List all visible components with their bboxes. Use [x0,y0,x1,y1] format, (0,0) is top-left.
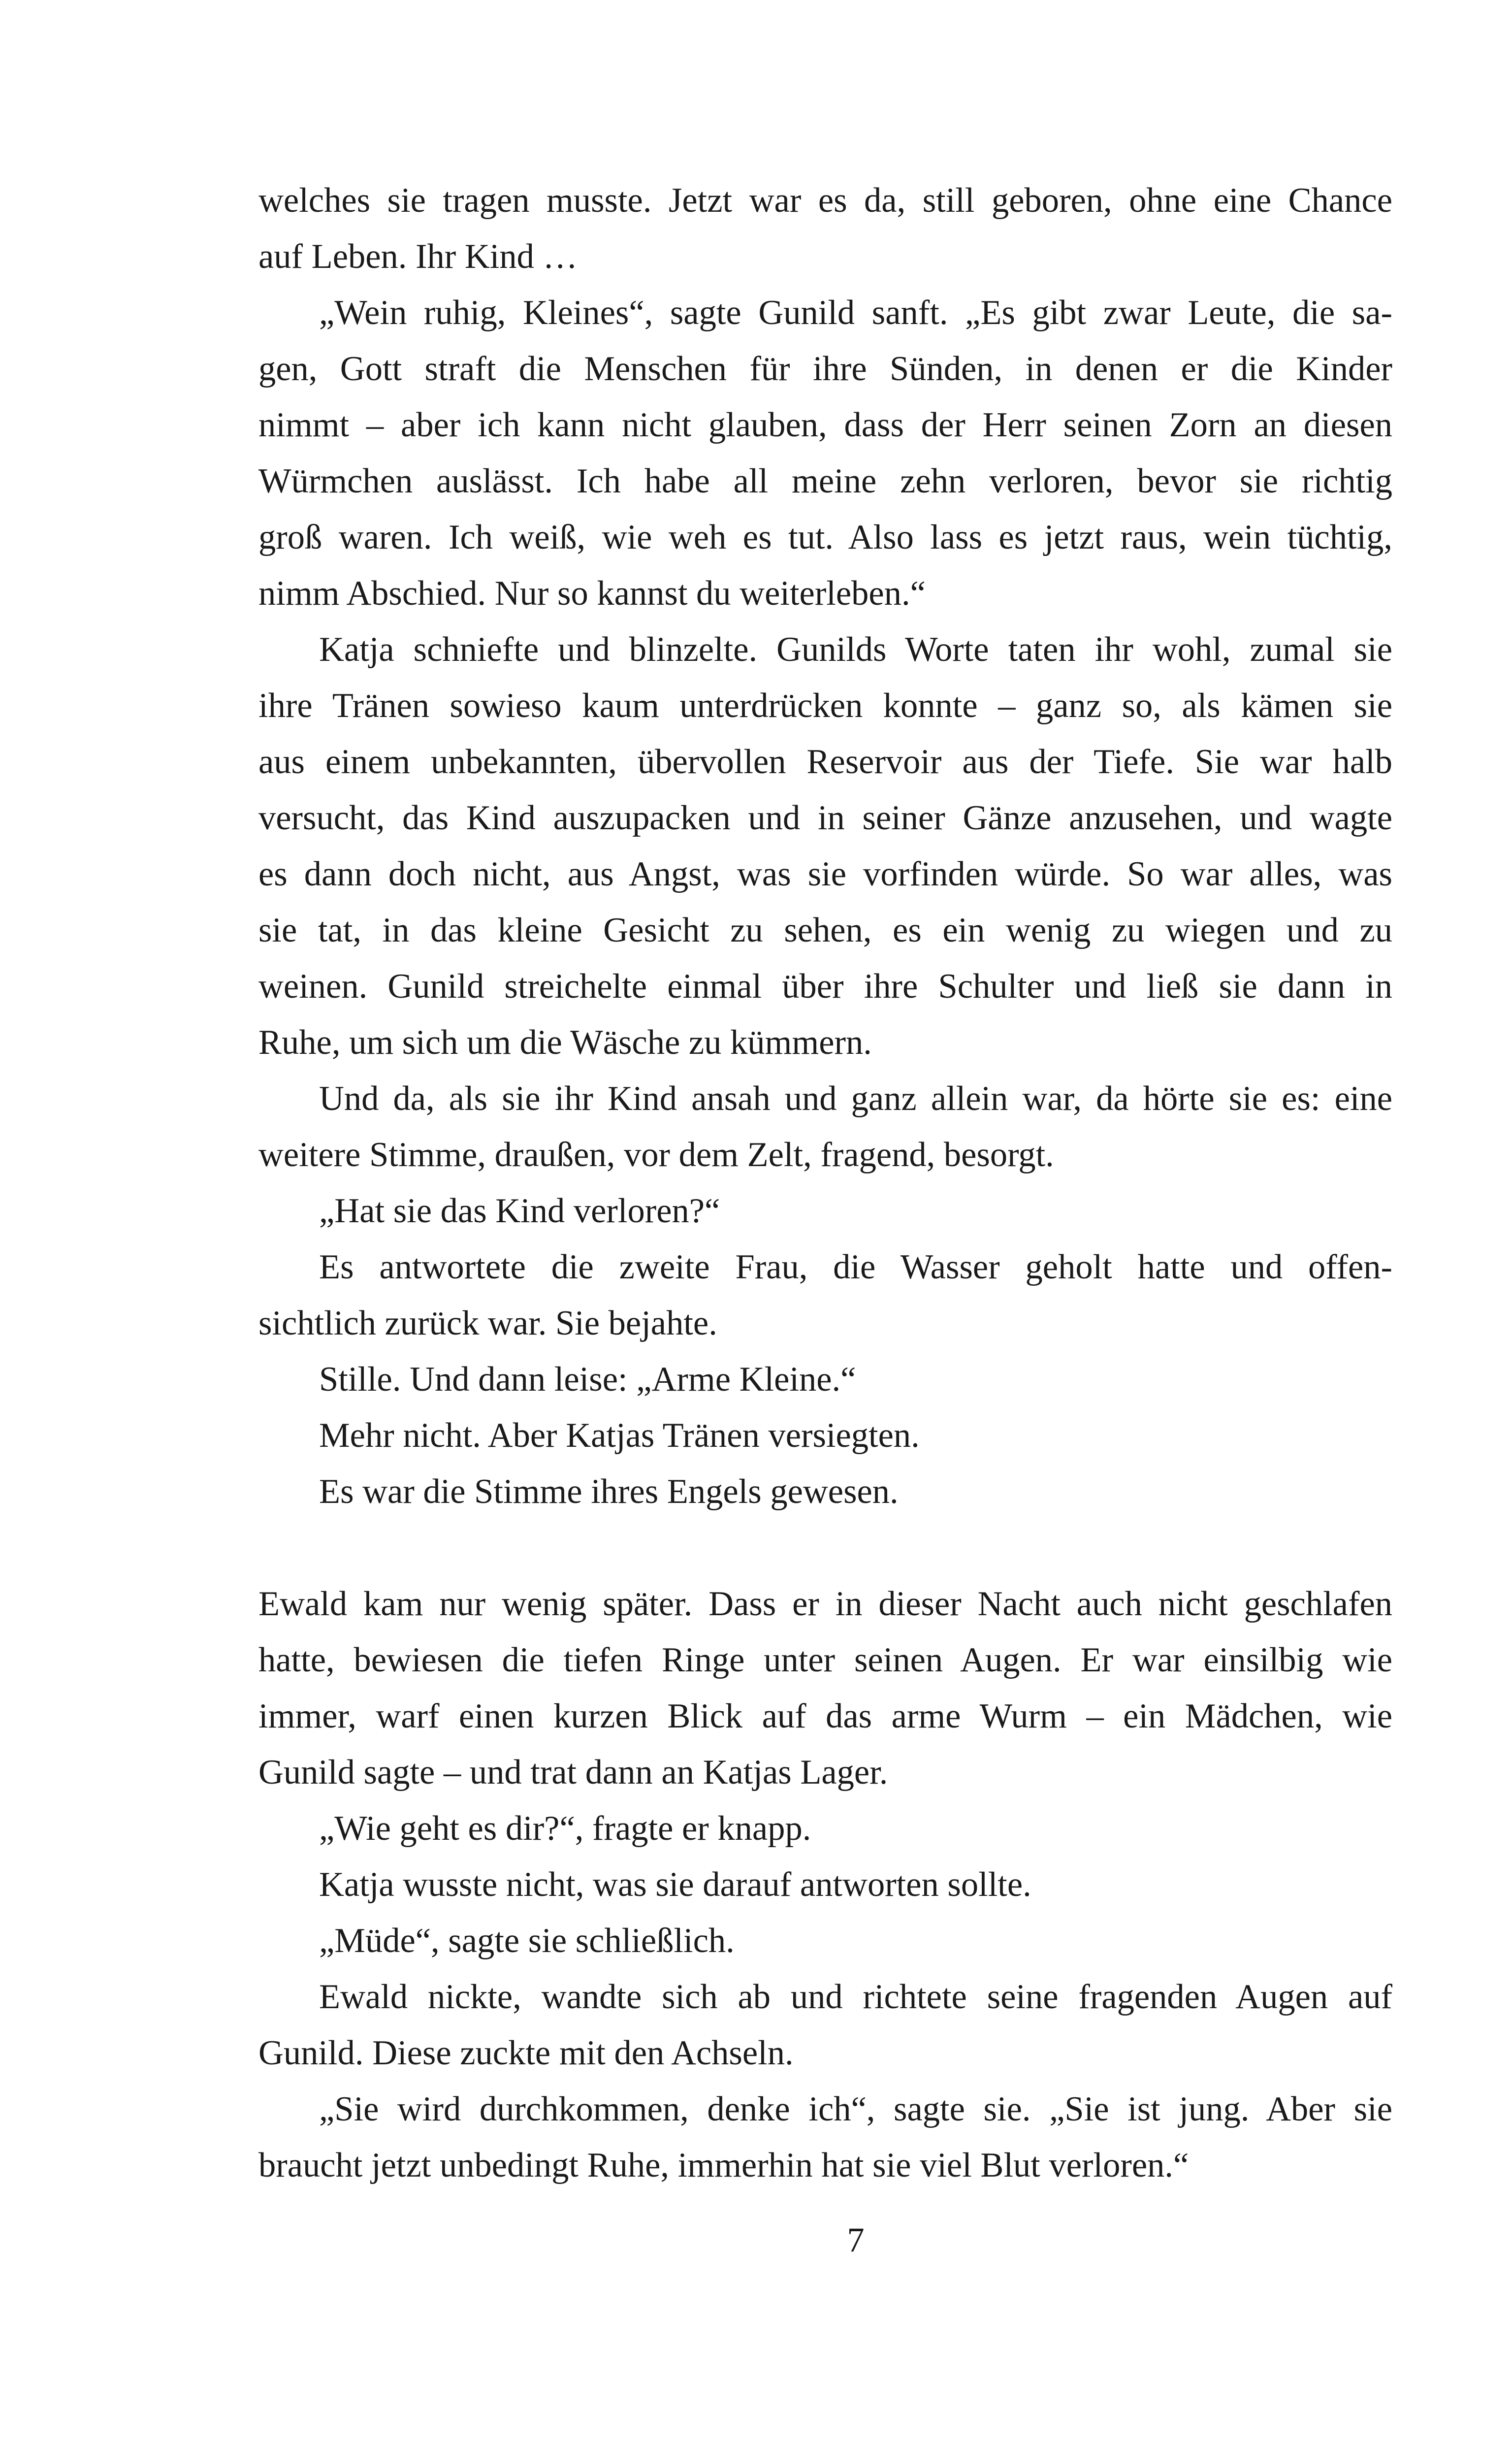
text-line: sie tat, in das kleine Gesicht zu sehen, es ein wenig zu wiegen und zu [258,911,1392,949]
text-line: Und da, als sie ihr Kind ansah und ganz allein war, da hörte sie es: eine [319,1079,1392,1118]
text-line: Es antwortete die zweite Frau, die Wasser geholt hatte und offen- [319,1248,1392,1286]
text-line: versucht, das Kind auszupacken und in seiner Gänze anzusehen, und wagte [258,799,1392,837]
text-line: Stille. Und dann leise: „Arme Kleine.“ [319,1360,856,1399]
text-line: Würmchen auslässt. Ich habe all meine zehn verloren, bevor sie richtig [258,462,1392,500]
text-line: Katja wusste nicht, was sie darauf antworten sollte. [319,1865,1031,1904]
text-line: nimm Abschied. Nur so kannst du weiterleben.“ [258,574,926,613]
text-line: hatte, bewiesen die tiefen Ringe unter seinen Augen. Er war einsilbig wie [258,1641,1392,1679]
text-line: „Hat sie das Kind verloren?“ [319,1192,720,1230]
text-line: Gunild. Diese zuckte mit den Achseln. [258,2034,794,2072]
text-line: auf Leben. Ihr Kind … [258,237,578,276]
text-line: es dann doch nicht, aus Angst, was sie vorfinden würde. So war alles, was [258,855,1392,893]
text-line: immer, warf einen kurzen Blick auf das arme Wurm – ein Mädchen, wie [258,1697,1392,1735]
text-line: welches sie tragen musste. Jetzt war es da, still geboren, ohne eine Chance [258,181,1392,220]
text-line: weinen. Gunild streichelte einmal über ihre Schulter und ließ sie dann in [258,967,1392,1006]
text-line: Katja schniefte und blinzelte. Gunilds Worte taten ihr wohl, zumal sie [319,630,1392,669]
text-line: braucht jetzt unbedingt Ruhe, immerhin hat sie viel Blut verloren.“ [258,2146,1189,2184]
text-line: weitere Stimme, draußen, vor dem Zelt, fragend, besorgt. [258,1136,1054,1174]
page-number: 7 [847,2221,865,2259]
text-line: „Wein ruhig, Kleines“, sagte Gunild sanft. „Es gibt zwar Leute, die sa- [319,293,1392,332]
text-line: nimmt – aber ich kann nicht glauben, dass der Herr seinen Zorn an diesen [258,406,1392,444]
text-line: aus einem unbekannten, übervollen Reservoir aus der Tiefe. Sie war halb [258,743,1392,781]
text-line: gen, Gott straft die Menschen für ihre Sünden, in denen er die Kinder [258,350,1392,388]
text-line: Gunild sagte – und trat dann an Katjas Lager. [258,1753,888,1792]
text-line: Ruhe, um sich um die Wäsche zu kümmern. [258,1023,872,1062]
text-line: „Sie wird durchkommen, denke ich“, sagte sie. „Sie ist jung. Aber sie [319,2090,1392,2128]
book-page-body [258,172,1392,2193]
text-line: Ewald nickte, wandte sich ab und richtete seine fragenden Augen auf [319,1978,1392,2016]
text-line: „Wie geht es dir?“, fragte er knapp. [319,1809,811,1848]
section-break [258,1520,1392,1576]
text-line: sichtlich zurück war. Sie bejahte. [258,1304,717,1342]
text-line: Es war die Stimme ihres Engels gewesen. [319,1472,899,1511]
text-line: Mehr nicht. Aber Katjas Tränen versiegten. [319,1416,920,1455]
text-line: Ewald kam nur wenig später. Dass er in dieser Nacht auch nicht geschlafen [258,1585,1392,1623]
text-line: ihre Tränen sowieso kaum unterdrücken konnte – ganz so, als kämen sie [258,686,1392,725]
text-line: „Müde“, sagte sie schließlich. [319,1922,735,1960]
text-line: groß waren. Ich weiß, wie weh es tut. Also lass es jetzt raus, wein tüchtig, [258,518,1392,556]
